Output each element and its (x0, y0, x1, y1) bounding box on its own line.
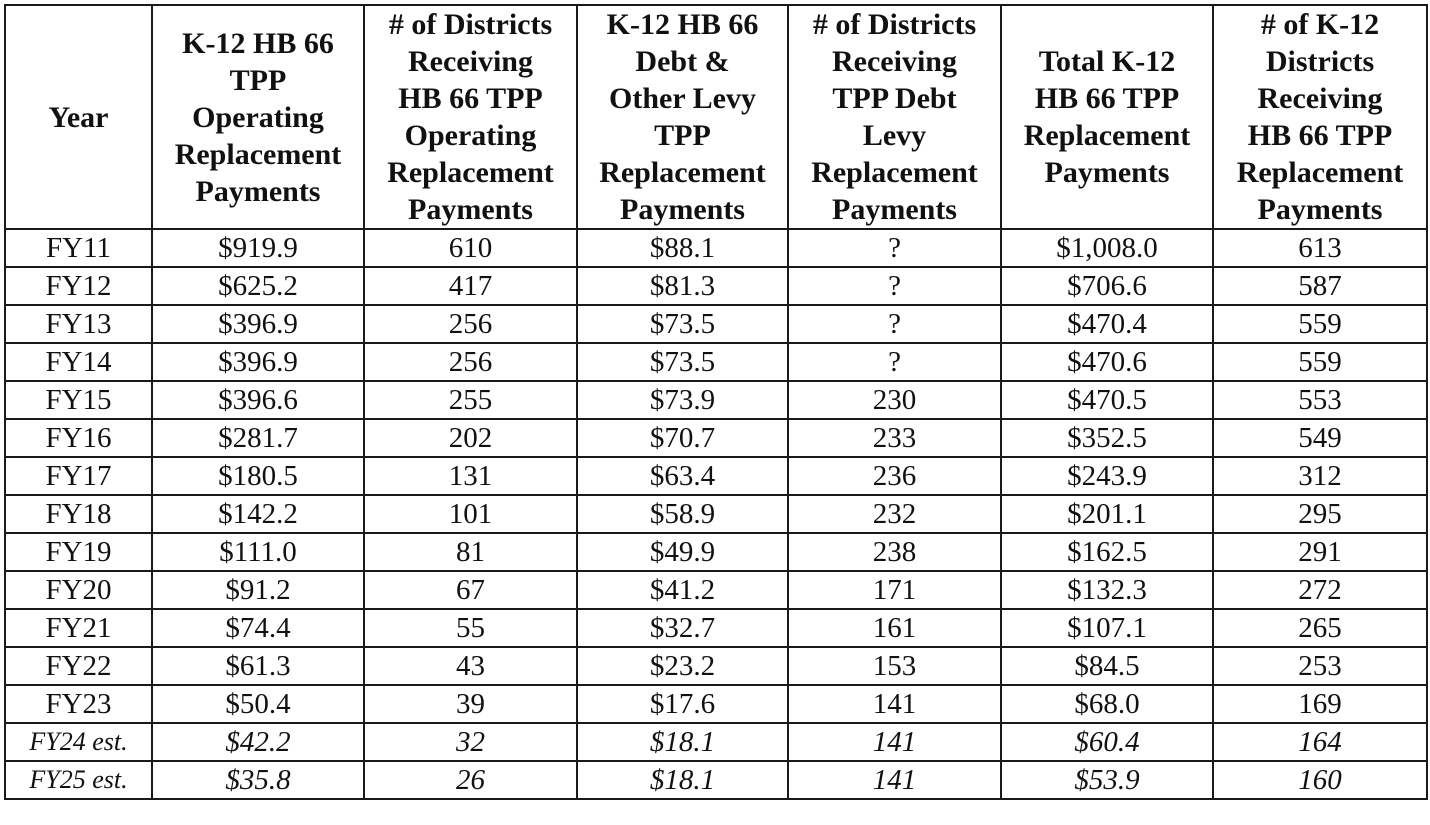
cell-total-districts: 291 (1213, 533, 1427, 571)
cell-total-payments: $53.9 (1001, 761, 1213, 799)
cell-operating-districts: 131 (364, 457, 577, 495)
cell-operating-districts: 255 (364, 381, 577, 419)
cell-total-districts: 559 (1213, 305, 1427, 343)
cell-operating-payments: $74.4 (152, 609, 364, 647)
cell-debt-levy-districts: 230 (788, 381, 1001, 419)
cell-total-payments: $84.5 (1001, 647, 1213, 685)
cell-operating-payments: $396.6 (152, 381, 364, 419)
cell-debt-levy-districts: 141 (788, 761, 1001, 799)
cell-total-districts: 160 (1213, 761, 1427, 799)
cell-operating-districts: 67 (364, 571, 577, 609)
cell-total-districts: 613 (1213, 229, 1427, 267)
data-table-container (4, 4, 1428, 800)
cell-operating-payments: $396.9 (152, 343, 364, 381)
cell-total-payments: $352.5 (1001, 419, 1213, 457)
cell-debt-levy-districts: 233 (788, 419, 1001, 457)
cell-debt-levy-districts: 236 (788, 457, 1001, 495)
cell-operating-districts: 417 (364, 267, 577, 305)
cell-debt-levy-districts: ? (788, 229, 1001, 267)
table-row (5, 229, 1427, 267)
cell-debt-levy-districts: 161 (788, 609, 1001, 647)
cell-debt-levy-payments: $73.5 (577, 343, 788, 381)
cell-year: FY18 (5, 495, 152, 533)
cell-year: FY15 (5, 381, 152, 419)
table-row (5, 723, 1427, 761)
cell-year: FY21 (5, 609, 152, 647)
cell-operating-payments: $35.8 (152, 761, 364, 799)
cell-operating-payments: $111.0 (152, 533, 364, 571)
cell-total-payments: $470.4 (1001, 305, 1213, 343)
header-year: Year (5, 5, 152, 229)
cell-total-payments: $470.5 (1001, 381, 1213, 419)
table-row (5, 761, 1427, 799)
cell-operating-payments: $42.2 (152, 723, 364, 761)
cell-year: FY13 (5, 305, 152, 343)
cell-operating-districts: 81 (364, 533, 577, 571)
cell-total-payments: $60.4 (1001, 723, 1213, 761)
cell-operating-districts: 32 (364, 723, 577, 761)
cell-debt-levy-payments: $58.9 (577, 495, 788, 533)
cell-operating-districts: 202 (364, 419, 577, 457)
cell-debt-levy-payments: $23.2 (577, 647, 788, 685)
tpp-replacement-payments-table (4, 4, 1428, 800)
header-operating-districts: # of Districts Receiving HB 66 TPP Operating Replacement Payments (364, 5, 577, 229)
table-row (5, 305, 1427, 343)
header-operating-payments: K-12 HB 66 TPP Operating Replacement Payments (152, 5, 364, 229)
cell-total-payments: $706.6 (1001, 267, 1213, 305)
cell-total-payments: $162.5 (1001, 533, 1213, 571)
cell-operating-districts: 26 (364, 761, 577, 799)
cell-total-payments: $201.1 (1001, 495, 1213, 533)
cell-total-districts: 295 (1213, 495, 1427, 533)
cell-operating-payments: $180.5 (152, 457, 364, 495)
table-row (5, 647, 1427, 685)
cell-total-payments: $68.0 (1001, 685, 1213, 723)
cell-operating-districts: 43 (364, 647, 577, 685)
cell-debt-levy-payments: $18.1 (577, 723, 788, 761)
cell-total-districts: 587 (1213, 267, 1427, 305)
cell-debt-levy-districts: 232 (788, 495, 1001, 533)
cell-debt-levy-districts: ? (788, 343, 1001, 381)
cell-debt-levy-districts: 141 (788, 723, 1001, 761)
table-body (5, 229, 1427, 799)
table-row (5, 685, 1427, 723)
table-row (5, 571, 1427, 609)
cell-operating-districts: 101 (364, 495, 577, 533)
cell-total-payments: $107.1 (1001, 609, 1213, 647)
header-debt-levy-districts: # of Districts Receiving TPP Debt Levy Replacement Payments (788, 5, 1001, 229)
cell-operating-payments: $625.2 (152, 267, 364, 305)
cell-year: FY11 (5, 229, 152, 267)
cell-debt-levy-payments: $73.9 (577, 381, 788, 419)
cell-operating-payments: $50.4 (152, 685, 364, 723)
cell-operating-payments: $919.9 (152, 229, 364, 267)
cell-total-districts: 549 (1213, 419, 1427, 457)
cell-total-districts: 553 (1213, 381, 1427, 419)
cell-year: FY25 est. (5, 761, 152, 799)
cell-operating-districts: 610 (364, 229, 577, 267)
cell-total-districts: 312 (1213, 457, 1427, 495)
cell-year: FY17 (5, 457, 152, 495)
cell-debt-levy-payments: $49.9 (577, 533, 788, 571)
header-total-districts: # of K-12 Districts Receiving HB 66 TPP Replacement Payments (1213, 5, 1427, 229)
cell-operating-payments: $396.9 (152, 305, 364, 343)
cell-operating-districts: 256 (364, 343, 577, 381)
cell-operating-districts: 256 (364, 305, 577, 343)
cell-year: FY22 (5, 647, 152, 685)
cell-year: FY24 est. (5, 723, 152, 761)
cell-debt-levy-payments: $70.7 (577, 419, 788, 457)
cell-total-districts: 265 (1213, 609, 1427, 647)
cell-debt-levy-districts: ? (788, 305, 1001, 343)
cell-operating-districts: 55 (364, 609, 577, 647)
table-row (5, 457, 1427, 495)
cell-debt-levy-districts: 153 (788, 647, 1001, 685)
cell-year: FY12 (5, 267, 152, 305)
cell-debt-levy-payments: $73.5 (577, 305, 788, 343)
cell-operating-payments: $91.2 (152, 571, 364, 609)
cell-total-districts: 169 (1213, 685, 1427, 723)
cell-debt-levy-payments: $18.1 (577, 761, 788, 799)
cell-year: FY19 (5, 533, 152, 571)
cell-debt-levy-payments: $41.2 (577, 571, 788, 609)
cell-operating-payments: $142.2 (152, 495, 364, 533)
cell-debt-levy-districts: 238 (788, 533, 1001, 571)
cell-total-payments: $243.9 (1001, 457, 1213, 495)
cell-total-districts: 164 (1213, 723, 1427, 761)
cell-debt-levy-districts: 141 (788, 685, 1001, 723)
cell-debt-levy-payments: $63.4 (577, 457, 788, 495)
table-row (5, 495, 1427, 533)
table-row (5, 419, 1427, 457)
table-row (5, 533, 1427, 571)
table-row (5, 381, 1427, 419)
cell-year: FY23 (5, 685, 152, 723)
cell-year: FY14 (5, 343, 152, 381)
header-total-payments: Total K-12 HB 66 TPP Replacement Payments (1001, 5, 1213, 229)
cell-total-districts: 559 (1213, 343, 1427, 381)
cell-total-payments: $132.3 (1001, 571, 1213, 609)
cell-debt-levy-payments: $81.3 (577, 267, 788, 305)
cell-operating-payments: $281.7 (152, 419, 364, 457)
table-row (5, 267, 1427, 305)
table-row (5, 343, 1427, 381)
cell-debt-levy-payments: $17.6 (577, 685, 788, 723)
cell-year: FY16 (5, 419, 152, 457)
header-debt-levy-payments: K-12 HB 66 Debt & Other Levy TPP Replacement Payments (577, 5, 788, 229)
header-row (5, 5, 1427, 229)
cell-year: FY20 (5, 571, 152, 609)
cell-total-districts: 253 (1213, 647, 1427, 685)
cell-total-districts: 272 (1213, 571, 1427, 609)
cell-operating-districts: 39 (364, 685, 577, 723)
cell-total-payments: $470.6 (1001, 343, 1213, 381)
cell-debt-levy-payments: $32.7 (577, 609, 788, 647)
cell-debt-levy-districts: 171 (788, 571, 1001, 609)
cell-debt-levy-districts: ? (788, 267, 1001, 305)
table-row (5, 609, 1427, 647)
cell-total-payments: $1,008.0 (1001, 229, 1213, 267)
cell-operating-payments: $61.3 (152, 647, 364, 685)
cell-debt-levy-payments: $88.1 (577, 229, 788, 267)
